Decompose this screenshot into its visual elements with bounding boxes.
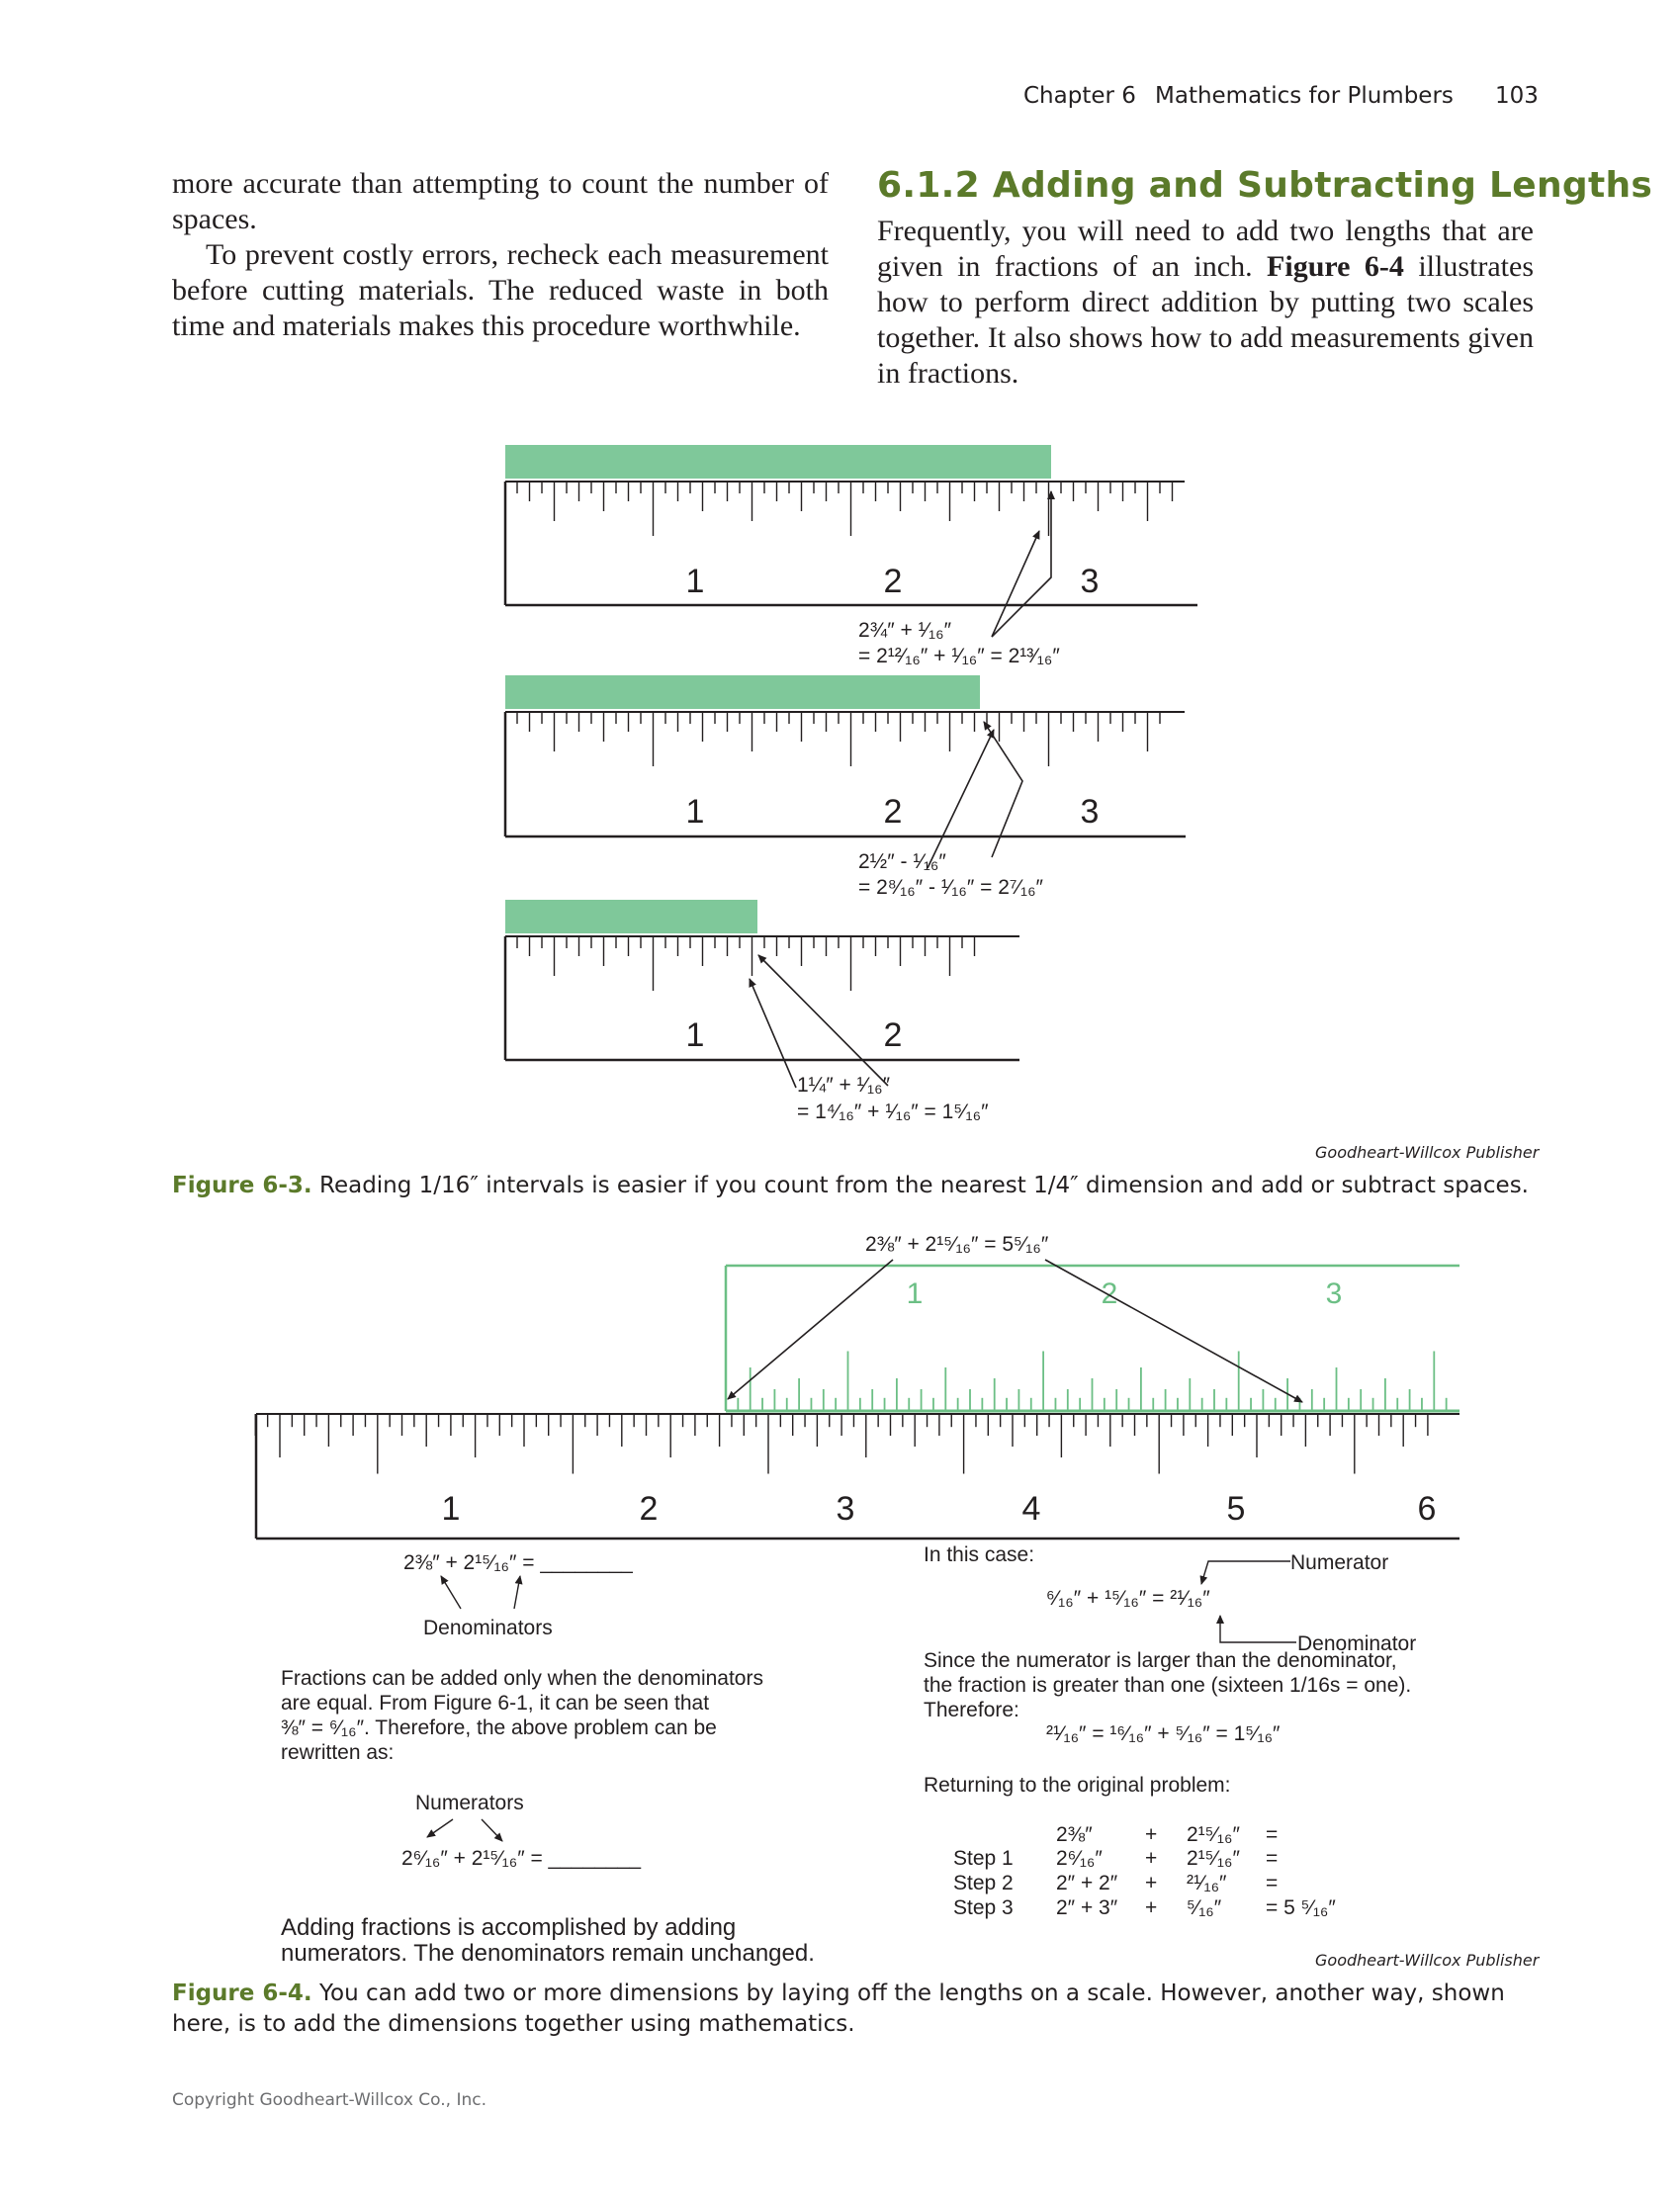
denominators-label: Denominators <box>423 1617 553 1639</box>
conclusion-line-1: Adding fractions is accomplished by adding <box>281 1914 737 1941</box>
explain-line-1: Fractions can be added only when the denominators <box>281 1667 763 1690</box>
sum-equation: ⁶⁄₁₆″ + ¹⁵⁄₁₆″ = ²¹⁄₁₆″ <box>1046 1587 1210 1610</box>
main-ruler-number-4: 4 <box>1021 1490 1041 1528</box>
step-a: 2⅜″ <box>1056 1823 1093 1846</box>
green-overlay-scale <box>726 1266 1459 1411</box>
denominator-arrow-left <box>441 1576 461 1609</box>
green-scale-number-1: 1 <box>906 1277 924 1310</box>
numerator-arrow-left <box>427 1819 453 1837</box>
section-paragraph-start: Frequently, you will need to add two lengths that are given in fractions of an inch. <box>877 215 1534 283</box>
figure-6-4 <box>0 1216 1680 1968</box>
ruler3-equation-line1: 1¼″ + ¹⁄₁₆″ <box>797 1074 891 1097</box>
ruler3-arrow-b <box>758 955 888 1086</box>
step-a: 2″ + 2″ <box>1056 1872 1118 1894</box>
conversion-equation: ²¹⁄₁₆″ = ¹⁶⁄₁₆″ + ⁵⁄₁₆″ = 1⁵⁄₁₆″ <box>1046 1722 1281 1745</box>
page-number: 103 <box>1495 83 1539 109</box>
explain-line-4: rewritten as: <box>281 1741 395 1764</box>
steps-table <box>953 1823 1336 1919</box>
ruler1-arrow-b <box>992 491 1051 637</box>
ruler1-equation-line2: = 2¹²⁄₁₆″ + ¹⁄₁₆″ = 2¹³⁄₁₆″ <box>858 645 1060 667</box>
figure-6-4-caption-text: You can add two or more dimensions by laying off the lengths on a scale. However, another way, shown here, is to add the dimensions together using mathematics. <box>172 1980 1505 2037</box>
main-ruler-number-2: 2 <box>639 1490 659 1528</box>
figure-6-3-caption-label: Figure 6-3. <box>172 1173 312 1198</box>
step-op: + <box>1145 1896 1158 1919</box>
step-result: = <box>1266 1847 1279 1870</box>
step-b: 2¹⁵⁄₁₆″ <box>1187 1823 1240 1846</box>
ruler2-number-3: 3 <box>1080 793 1100 831</box>
figure-6-3-caption <box>172 1171 1537 1201</box>
step-op: + <box>1145 1823 1158 1846</box>
paragraph-recheck: To prevent costly errors, recheck each measurement before cutting materials. The reduced waste in both time and materials makes this procedure worthwhile. <box>172 238 829 342</box>
rewritten-equation: 2⁶⁄₁₆″ + 2¹⁵⁄₁₆″ = ________ <box>401 1847 641 1870</box>
step-result: = <box>1266 1823 1279 1846</box>
since-line-2: the fraction is greater than one (sixteen 1/16s = one). <box>924 1674 1412 1697</box>
ruler3-number-2: 2 <box>883 1016 903 1054</box>
numerator-arrow-right <box>482 1819 502 1841</box>
figure-6-3-credit: Goodheart-Willcox Publisher <box>1315 1143 1540 1162</box>
main-ruler-number-3: 3 <box>836 1490 855 1528</box>
figure-6-4-credit: Goodheart-Willcox Publisher <box>1315 1951 1540 1970</box>
figure-reference: Figure 6-4 <box>1267 250 1404 283</box>
denominator-label: Denominator <box>1297 1632 1417 1655</box>
copyright-footer: Copyright Goodheart-Willcox Co., Inc. <box>172 2090 487 2110</box>
step-op: + <box>1145 1872 1158 1894</box>
green-scale-number-3: 3 <box>1325 1277 1343 1310</box>
step-b: ⁵⁄₁₆″ <box>1187 1896 1222 1919</box>
main-ruler-number-1: 1 <box>441 1490 461 1528</box>
step-op: + <box>1145 1847 1158 1870</box>
ruler3-arrow-a <box>750 979 796 1088</box>
step-label: Step 1 <box>953 1847 1014 1870</box>
since-line-3: Therefore: <box>924 1699 1019 1721</box>
ruler2-equation-line1: 2½″ - ¹⁄₁₆″ <box>858 850 946 873</box>
ruler2-equation-line2: = 2⁸⁄₁₆″ - ¹⁄₁₆″ = 2⁷⁄₁₆″ <box>858 876 1043 899</box>
ruler1-number-1: 1 <box>685 563 705 600</box>
top-arrow-left <box>728 1260 893 1399</box>
denominator-pointer <box>1220 1616 1296 1642</box>
ruler1-number-3: 3 <box>1080 563 1100 600</box>
numerator-label: Numerator <box>1290 1551 1389 1574</box>
paragraph-continuation: more accurate than attempting to count the number of spaces. <box>172 167 829 235</box>
green-scale-number-2: 2 <box>1101 1277 1118 1310</box>
ruler3-equation-line2: = 1⁴⁄₁₆″ + ¹⁄₁₆″ = 1⁵⁄₁₆″ <box>797 1100 989 1123</box>
main-ruler-number-5: 5 <box>1226 1490 1246 1528</box>
figure-6-4-caption-label: Figure 6-4. <box>172 1980 312 2006</box>
since-line-1: Since the numerator is larger than the denominator, <box>924 1649 1397 1672</box>
ruler2-number-1: 1 <box>685 793 705 831</box>
ruler1-arrow-a <box>992 531 1039 637</box>
explain-line-2: are equal. From Figure 6-1, it can be seen that <box>281 1692 710 1715</box>
step-b: 2¹⁵⁄₁₆″ <box>1187 1847 1240 1870</box>
step-a: 2″ + 3″ <box>1056 1896 1118 1919</box>
step-b: ²¹⁄₁₆″ <box>1187 1872 1227 1894</box>
ruler2-number-2: 2 <box>883 793 903 831</box>
step-label: Step 2 <box>953 1872 1014 1894</box>
figure-6-4-caption <box>172 1979 1537 2040</box>
figure-6-3-caption-text: Reading 1/16″ intervals is easier if you count from the nearest 1/4″ dimension and add or subtract spaces. <box>319 1173 1529 1198</box>
numerator-pointer <box>1201 1561 1290 1584</box>
measured-length-bar <box>505 675 980 709</box>
section-paragraph-end: illustrates how to perform direct addition by putting two scales together. It also shows how to add measurements given in fractions. <box>877 250 1534 390</box>
denominator-arrow-right <box>514 1576 520 1609</box>
ruler3-number-1: 1 <box>685 1016 705 1054</box>
chapter-label: Chapter 6 <box>1023 83 1136 109</box>
ruler2-arrow-a <box>928 730 994 868</box>
measured-length-bar <box>505 900 757 933</box>
step-a: 2⁶⁄₁₆″ <box>1056 1847 1103 1870</box>
main-ruler <box>255 1414 1459 1539</box>
problem-equation: 2⅜″ + 2¹⁵⁄₁₆″ = ________ <box>403 1551 633 1574</box>
returning-label: Returning to the original problem: <box>924 1774 1231 1797</box>
top-equation: 2⅜″ + 2¹⁵⁄₁₆″ = 5⁵⁄₁₆″ <box>865 1233 1049 1256</box>
top-arrow-right <box>1045 1260 1302 1402</box>
main-ruler-number-6: 6 <box>1417 1490 1437 1528</box>
measured-length-bar <box>505 445 1051 479</box>
ruler1-number-2: 2 <box>883 563 903 600</box>
chapter-title: Mathematics for Plumbers <box>1155 83 1454 109</box>
step-result: = 5 ⁵⁄₁₆″ <box>1266 1896 1336 1919</box>
step-result: = <box>1266 1872 1279 1894</box>
explain-line-3: ⅜″ = ⁶⁄₁₆″. Therefore, the above problem can be <box>281 1716 717 1739</box>
section-heading: 6.1.2 Adding and Subtracting Lengths <box>877 165 1653 206</box>
ruler-3 <box>505 900 1019 1060</box>
ruler1-equation-line1: 2¾″ + ¹⁄₁₆″ <box>858 619 952 642</box>
step-label: Step 3 <box>953 1896 1014 1919</box>
conclusion-line-2: numerators. The denominators remain unchanged. <box>281 1940 815 1967</box>
in-this-case-label: In this case: <box>924 1543 1035 1566</box>
numerators-label: Numerators <box>415 1792 524 1814</box>
